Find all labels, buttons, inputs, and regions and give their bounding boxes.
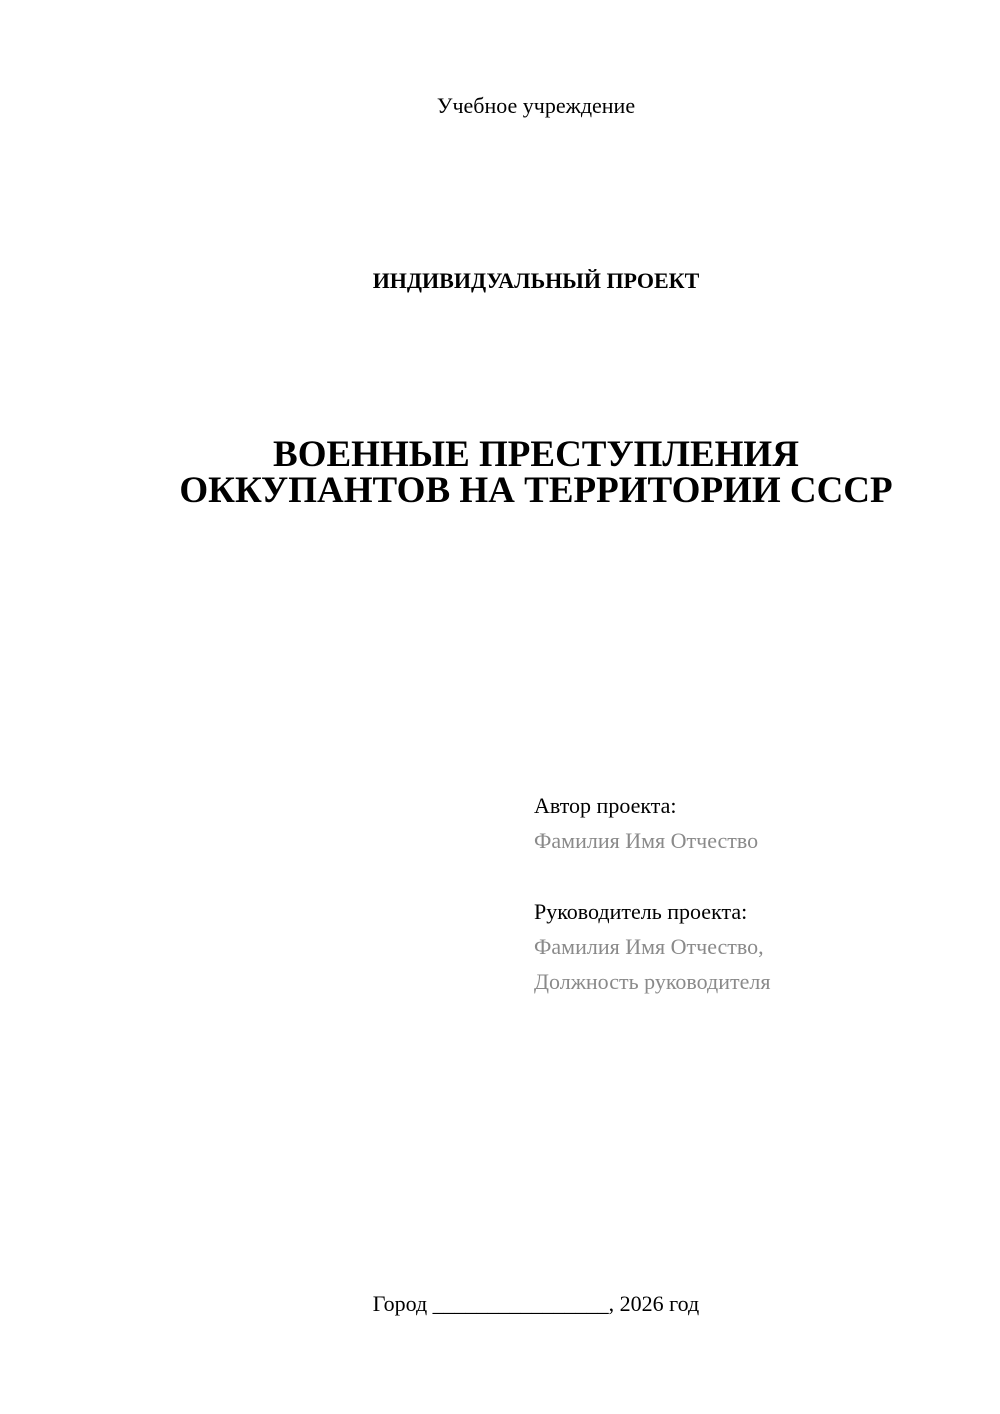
document-type: ИНДИВИДУАЛЬНЫЙ ПРОЕКТ bbox=[372, 268, 700, 293]
supervisor-label: Руководитель проекта: bbox=[534, 899, 748, 924]
supervisor-position: Должность руководителя bbox=[534, 969, 771, 994]
credits-block bbox=[534, 788, 770, 999]
author-name: Фамилия Имя Отчество bbox=[534, 828, 759, 853]
project-title-line-1: ВОЕННЫЕ ПРЕСТУПЛЕНИЯ bbox=[273, 434, 799, 475]
author-label: Автор проекта: bbox=[534, 793, 677, 818]
institution-name: Учебное учреждение bbox=[436, 93, 636, 118]
project-title bbox=[0, 434, 1000, 511]
credits-spacer bbox=[534, 858, 770, 894]
project-title-line-2: ОККУПАНТОВ НА ТЕРРИТОРИИ СССР bbox=[179, 470, 893, 511]
supervisor-name: Фамилия Имя Отчество, bbox=[534, 934, 764, 959]
city-year-line: Город ________________, 2026 год bbox=[372, 1291, 700, 1316]
